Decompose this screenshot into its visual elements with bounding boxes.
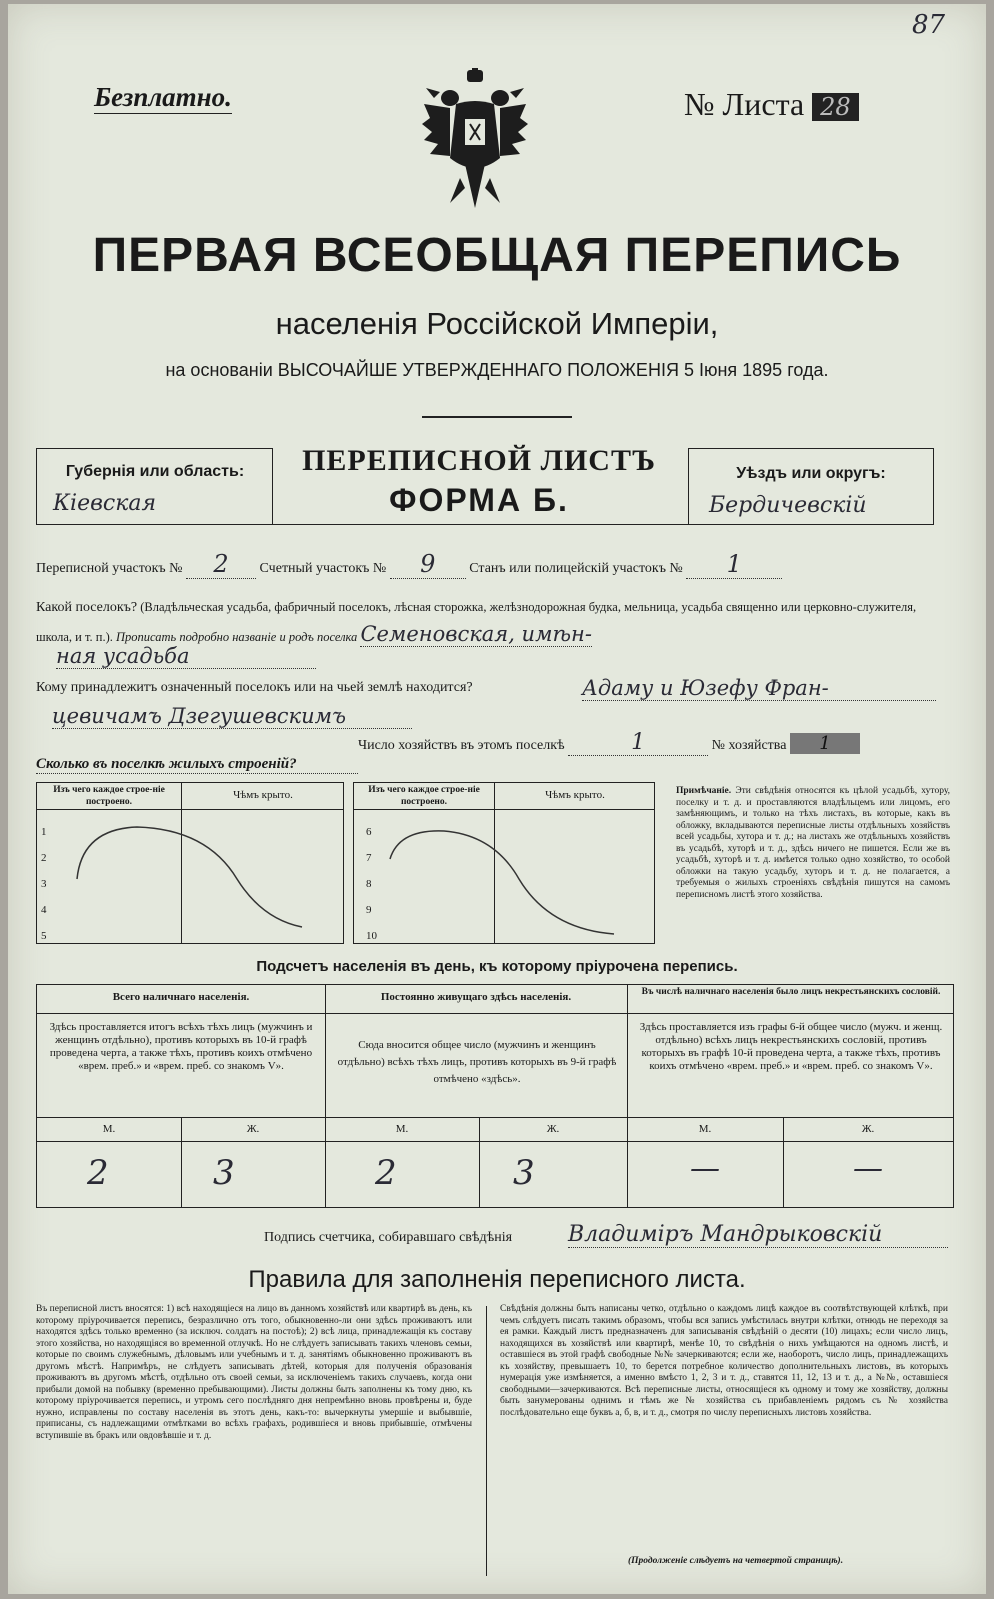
row-number: 9 (366, 904, 372, 916)
column-header: Чѣмъ крыто. (233, 789, 293, 801)
divider (37, 1013, 953, 1014)
resident-female-value: 3 (513, 1153, 535, 1193)
census-sheet (8, 4, 986, 1594)
settlement-hint: (Владѣльческая усадьба, фабричный поселокъ, лѣсная сторожка, желѣзнодорожная будка, мельница, усадьба священно или церковно-служителя, школа, и т. п.). (36, 600, 917, 644)
population-count-table (36, 984, 954, 1208)
count-title: Подсчетъ населенія въ день, къ которому пріурочена перепись. (256, 958, 738, 975)
row-number: 10 (366, 930, 377, 942)
count-area-label: Счетный участокъ № (259, 561, 387, 576)
total-female-value: 3 (213, 1153, 235, 1193)
note-text: Эти свѣдѣнія относятся къ цѣлой усадьбѣ, хутору, поселку и т. д. и проставляются владѣльцемъ или лицомъ, его замѣняющимъ, и только на тѣхъ листахъ, въ которые, какъ въ обложку, вкладываются переписные листы отдѣльныхъ хозяйствъ всей усадьбы, хутора и т. д.; на листахъ же отдѣльныхъ хозяйствъ въ усадьбѣ, хуторѣ и т. д., здѣсь ничего не пишется. Если же въ усадьбѣ, хуторѣ и т. д. имѣется только одно хозяйство, то особой обложки на такую усадьбу, хуторъ и т. д. не полагается, а требуемыя о жилыхъ строеніяхъ свѣдѣнія пишутся на самомъ переписномъ листѣ этого хозяйства. (676, 786, 951, 900)
police-area-value: 1 (686, 550, 782, 579)
sheet-number-value: 28 (812, 93, 859, 121)
divider (37, 1141, 953, 1142)
province-label: Губернія или область: (65, 463, 245, 480)
area-row (36, 550, 936, 579)
buildings-table-left (36, 782, 344, 944)
district-box (688, 448, 934, 525)
settlement-hint-2: Прописать подробно названіе и родъ поселка (116, 630, 358, 644)
buildings-table-right (353, 782, 655, 944)
male-header: М. (395, 1123, 409, 1135)
free-label: Безплатно. (94, 82, 232, 112)
buildings-label: Сколько въ поселкѣ жилыхъ строеній? (36, 756, 358, 774)
province-box (36, 448, 273, 525)
divider (422, 416, 572, 418)
male-header: М. (102, 1123, 116, 1135)
police-area-label: Станъ или полицейскій участокъ № (469, 561, 683, 576)
settlement-row (36, 594, 936, 650)
row-number: 4 (41, 904, 47, 916)
column-header: Изъ чего каждое строе-ніе построено. (53, 785, 165, 807)
households-value: 1 (568, 730, 708, 756)
column-title: Постоянно живущаго здѣсь населенія. (380, 991, 572, 1003)
row-number: 2 (41, 852, 47, 864)
column-title: Всего наличнаго населенія. (112, 991, 250, 1003)
strike-through-curve (37, 809, 343, 943)
owner-value-2: цевичамъ Дзегушевскимъ (52, 704, 412, 729)
rules-title: Правила для заполненія переписного листа. (248, 1266, 746, 1293)
rules-right: Свѣдѣнія должны быть написаны четко, отдѣльно о каждомъ лицѣ каждое въ соотвѣтствующей клѣткѣ, при чемъ слѣдуетъ писать такимъ образомъ, чтобы вся запись умѣстилась внутри клѣтки, отнюдь не переходя за ея рамки. Каждый листъ предназначенъ для записыванія свѣдѣній о десяти (10) лицахъ; если число лицъ, находящихся въ хозяйствѣ или квартирѣ, менѣе 10, то свѣдѣнія о нихъ умѣщаются на одномъ листѣ, и оставшіеся въ этой графѣ свободные №№ зачеркиваются; если же, наоборотъ, число лицъ, принадлежащихъ къ хозяйству, превышаетъ 10, то берется потребное количество дополнительныхъ листовъ, въ которыхъ нумерація уже измѣняется, а именно вмѣсто 1, 2, 3 и т. д., ставятся 11, 12, 13 и т. д., а №№, оставшіеся свободными—зачеркиваются. Всѣ переписные листы, относящіеся къ одному и тому же хозяйству, должны быть занумерованы однимъ и тѣмъ же № хозяйства съ прибавленіемъ рядомъ съ № хозяйства послѣдовательно еще буквъ а, б, в, и т. д., смотря по числу переписныхъ листовъ хозяйства. (500, 1304, 948, 1418)
note (676, 786, 950, 901)
owner-value-1: Адаму и Юзефу Фран- (582, 676, 936, 701)
row-number: 1 (41, 826, 47, 838)
sheet-number-label: № Листа 28 (684, 86, 859, 123)
form-name: ФОРМА Б. (389, 482, 569, 518)
divider (36, 524, 934, 525)
row-number: 5 (41, 930, 47, 942)
strike-through-curve (354, 809, 654, 943)
subtitle: населенія Россійской Имперіи, (275, 306, 719, 341)
female-header: Ж. (246, 1123, 260, 1135)
household-no-value: 1 (790, 733, 860, 754)
column-text: Здѣсь проставляется изъ графы 6-й общее число (мужч. и женщ. отдѣльно) всѣхъ лицъ некрестьянскихъ сословій, противъ которыхъ въ графѣ 10-й проведена черта, а также тѣхъ, противъ коихъ отмѣчено «врем. преб.» и «врем. преб. со знакомъ V». (639, 1021, 943, 1072)
households-row (358, 730, 860, 756)
census-area-label: Переписной участокъ № (36, 561, 183, 576)
row-number: 3 (41, 878, 47, 890)
owner-label: Кому принадлежитъ означенный поселокъ или на чьей землѣ находится? (36, 680, 473, 695)
female-header: Ж. (861, 1123, 875, 1135)
column-header: Чѣмъ крыто. (545, 789, 605, 801)
signature-value: Владиміръ Мандрыковскій (568, 1222, 948, 1248)
divider (486, 1306, 487, 1576)
form-title: ПЕРЕПИСНОЙ ЛИСТЪ (302, 444, 656, 477)
district-value: Бердичевскій (709, 493, 867, 518)
household-no-label: № хозяйства (711, 738, 787, 753)
continued-note: (Продолженіе слѣдуетъ на четвертой страницѣ). (628, 1556, 844, 1566)
settlement-value-2: ная усадьба (56, 644, 316, 669)
resident-male-value: 2 (375, 1153, 397, 1193)
census-area-value: 2 (186, 550, 256, 579)
column-title: Въ числѣ наличнаго населенія было лицъ некрестьянскихъ сословій. (641, 987, 941, 997)
note-label: Примѣчаніе. (676, 786, 732, 796)
rules-left: Въ переписной листъ вносятся: 1) всѣ находящіеся на лицо въ данномъ хозяйствѣ или квартирѣ въ день, къ которому пріурочивается перепись, безразлично отъ того, обыкновенно-ли они здѣсь проживаютъ или находятся здѣсь только временно (за исключ. солдатъ на постоѣ); 2) всѣ лица, принадлежащія къ составу этого хозяйства, но находящіяся во временной отлучкѣ. Но не слѣдуетъ записывать такихъ членовъ семьи, которые по своимъ служебнымъ, дѣловымъ или учебнымъ и т. д. занятіямъ обыкновенно проживаютъ въ другомъ мѣстѣ. Напримѣръ, не слѣдуетъ записывать дѣтей, которыя для полученія образованія проживаютъ въ другомъ мѣстѣ, отдѣльно отъ своей семьи, за исключеніемъ такихъ случаевъ, когда они прибыли домой на побывку (временно пребывающими). Листы должны быть заполнены къ тому дню, къ которому пріурочивается перепись, и утромъ сего послѣдняго дня непремѣнно вновь провѣрены и, буде нужно, исправлены по составу населенія въ этотъ день, какъ-то: вычеркнуты умершіе и выбывшіе, приписаны, съ надлежащими отмѣтками во всѣхъ графахъ, родившіеся и вновь прибывшіе, отмѣчены вступившіе въ бракъ или овдовѣвшіе и т. д. (36, 1304, 472, 1441)
signature-label: Подпись счетчика, собиравшаго свѣдѣнія (264, 1230, 513, 1245)
male-header: М. (698, 1123, 712, 1135)
female-header: Ж. (546, 1123, 560, 1135)
row-number: 6 (366, 826, 372, 838)
column-header: Изъ чего каждое строе-ніе построено. (368, 785, 480, 807)
column-text: Сюда вносится общее число (мужчинъ и женщинъ отдѣльно) всѣхъ тѣхъ лицъ, противъ которыхъ въ 9-й графѣ отмѣчено «здѣсь». (337, 1039, 617, 1085)
row-number: 7 (366, 852, 372, 864)
settlement-label: Какой поселокъ? (36, 600, 138, 615)
count-area-value: 9 (390, 550, 466, 579)
province-value: Кіевская (53, 491, 157, 516)
divider (37, 1117, 953, 1118)
settlement-value-1: Семеновская, имѣн- (360, 622, 592, 646)
double-headed-eagle-icon (420, 68, 530, 218)
divider (325, 985, 326, 1207)
divider (272, 448, 273, 524)
nonpeasant-male-value: — (690, 1151, 720, 1186)
basis-line: на основаніи ВЫСОЧАЙШЕ УТВЕРЖДЕННАГО ПОЛОЖЕНІЯ 5 Іюня 1895 года. (165, 360, 829, 380)
households-label: Число хозяйствъ въ этомъ поселкѣ (358, 738, 565, 753)
column-text: Здѣсь проставляется итогъ всѣхъ тѣхъ лицъ (мужчинъ и женщинъ отдѣльно), противъ которыхъ въ 10-й графѣ проведена черта, а также тѣхъ, противъ коихъ отмѣчено «врем. преб.» и «врем. преб. со знакомъ V». (49, 1021, 313, 1072)
total-male-value: 2 (87, 1153, 109, 1193)
page-title: ПЕРВАЯ ВСЕОБЩАЯ ПЕРЕПИСЬ (92, 229, 902, 282)
row-number: 8 (366, 878, 372, 890)
nonpeasant-female-value: — (853, 1151, 883, 1186)
district-label: Уѣздъ или округъ: (736, 465, 886, 482)
page-number: 87 (912, 10, 946, 40)
